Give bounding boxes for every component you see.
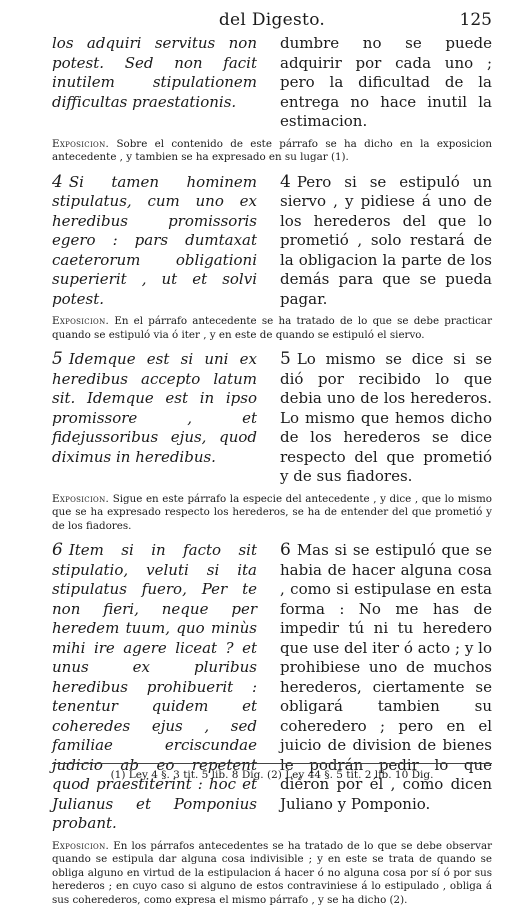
- spanish-text: [280, 173, 492, 310]
- exposicion-text: Sigue en este párrafo la especie del antecedente , y dice , que lo mismo que se ha expresado respecto los herederos, se ha de entender del que prometió y de los fiadores.: [52, 493, 492, 532]
- exposicion-text: Sobre el contenido de este párrafo se ha dicho en la exposicion antecedente , y tambien se ha expresado en su lugar (1).: [52, 138, 492, 164]
- paragraph-number: 6: [52, 540, 63, 560]
- paragraph-number: 5: [52, 349, 63, 369]
- page-number: 125: [460, 10, 492, 30]
- exposicion-note: [52, 493, 492, 534]
- paragraph-pair: [52, 173, 492, 310]
- latin-text: [52, 350, 257, 487]
- spanish-body: Pero si se estipuló un siervo , y pidiese á uno de los herederos del que lo prometió , solo restará de la obligacion la parte de los demás para que se pueda pagar.: [280, 173, 492, 308]
- exposicion-label: Exposicion.: [52, 493, 109, 505]
- paragraph-number: 4: [52, 172, 63, 192]
- spanish-text: [280, 541, 492, 834]
- paragraph-pair: [52, 34, 492, 132]
- exposicion-text: En el párrafo antecedente se ha tratado de lo que se debe practicar quando se estipuló via ó iter , y en este de quando se estipuló el siervo.: [52, 315, 492, 341]
- exposicion-note: [52, 138, 492, 165]
- page-header: [52, 0, 492, 34]
- exposicion-text: En los párrafos antecedentes se ha tratado de lo que se debe observar quando se estipula dar alguna cosa indivisible ; y en este se trata de quando se obliga alguno en virtud de la estipulacion á hacer ó no alguna cosa por sí ó por sus herederos ; en cuyo caso si alguno de estos contraviniese á lo estipulado , obliga á sus coherederos, como expresa el mismo párrafo , y se ha dicho (2).: [52, 840, 492, 906]
- exposicion-note: [52, 315, 492, 342]
- latin-body: Item si in facto sit stipulatio, veluti si ita stipulatus fuero, Per te non fieri, neque per heredem tuum, quo minùs mihi ire agere liceat ? et unus ex pluribus heredibus prohibuerit : tenentur quidem et coheredes ejus , sed familiae erciscundae judicio ab eo repetent quod praestiterint : hoc et Julianus et Pomponius probant.: [52, 541, 257, 832]
- paragraph-pair: [52, 541, 492, 834]
- footnotes: (1) Ley 4 §. 3 tit. 5 lib. 8 Dig. (2) Ley 44 §. 5 tit. 2 lib. 10 Dig.: [52, 763, 492, 781]
- spanish-text: [280, 350, 492, 487]
- exposicion-label: Exposicion.: [52, 840, 109, 852]
- exposicion-label: Exposicion.: [52, 138, 109, 150]
- running-title: del Digesto.: [52, 10, 492, 30]
- paragraph-number: 4: [280, 172, 291, 192]
- latin-text: [52, 541, 257, 834]
- spanish-body: Mas si se estipuló que se habia de hacer alguna cosa , como si estipulase en esta forma : No me has de impedir tú ni tu heredero que use del iter ó acto ; y lo prohibiese uno de muchos herederos, ciertamente se obligará tambien su coheredero ; pero en el juicio de division de bienes le podrán pedir lo que diéron por él , como dicen Juliano y Pomponio.: [280, 541, 492, 813]
- exposicion-label: Exposicion.: [52, 315, 109, 327]
- exposicion-note: [52, 840, 492, 907]
- latin-body: Idemque est si uni ex heredibus accepto latum sit. Idemque est in ipso promissore , et fidejussoribus ejus, quod diximus in heredibus.: [52, 350, 257, 466]
- paragraph-number: 5: [280, 349, 291, 369]
- latin-text: [52, 173, 257, 310]
- paragraph-pair: [52, 350, 492, 487]
- spanish-text: dumbre no se puede adquirir por cada uno ; pero la dificultad de la entrega no hace inutil la estimacion.: [280, 34, 492, 132]
- latin-text: los adquiri servitus non potest. Sed non facit inutilem stipulationem difficultas praestationis.: [52, 34, 257, 132]
- latin-body: Si tamen hominem stipulatus, cum uno ex heredibus promissoris egero : pars dumtaxat caeterorum obligationi superierit , ut et solvi potest.: [52, 173, 257, 308]
- spanish-body: Lo mismo se dice si se dió por recibido lo que debia uno de los herederos. Lo mismo que hemos dicho de los herederos se dice respecto del que prometió y de sus fiadores.: [280, 350, 492, 485]
- paragraph-number: 6: [280, 540, 291, 560]
